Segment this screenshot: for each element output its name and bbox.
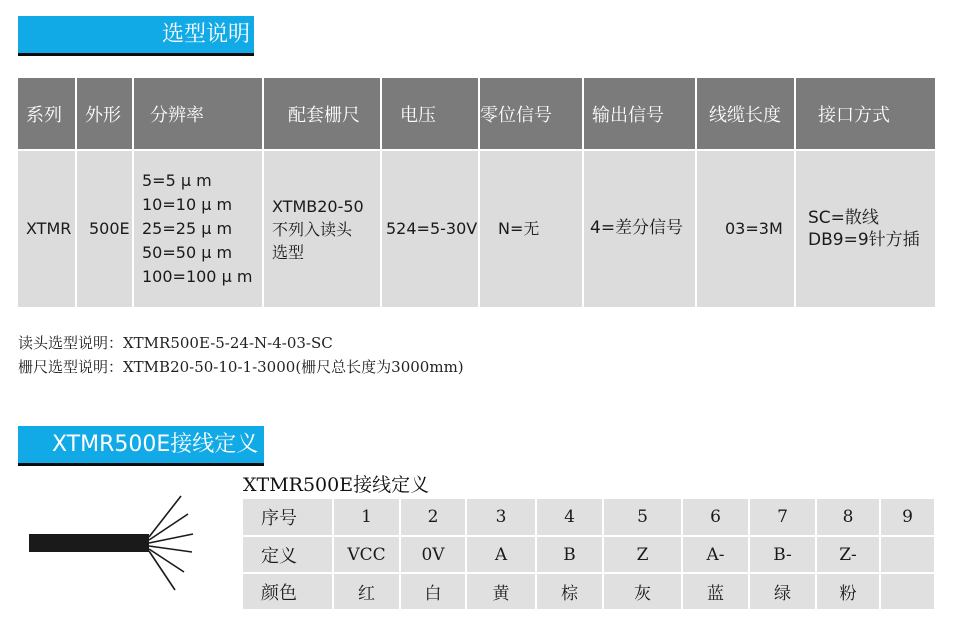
section-header-selection <box>18 16 254 56</box>
header-scale: 配套栅尺 <box>263 78 381 150</box>
cable-icon <box>28 494 198 594</box>
row-label: 定义 <box>243 536 333 573</box>
pin-number: 7 <box>749 499 816 536</box>
cell-cable-length: 03=3M <box>696 150 795 307</box>
cell-scale <box>263 150 381 307</box>
wire-color: 灰 <box>603 573 682 610</box>
pin-number: 2 <box>400 499 466 536</box>
row-label: 序号 <box>243 499 333 536</box>
pin-number: 1 <box>333 499 400 536</box>
header-cable-length: 线缆长度 <box>696 78 795 150</box>
pin-definition: B- <box>749 536 816 573</box>
resolution-option: 25=25 μ m <box>142 219 233 238</box>
cell-interface <box>795 150 935 307</box>
cell-series: XTMR <box>18 150 76 307</box>
header-shape: 外形 <box>76 78 133 150</box>
table-header-row <box>18 78 935 150</box>
pin-definition: B <box>536 536 603 573</box>
header-zero-signal: 零位信号 <box>479 78 583 150</box>
pin-number: 8 <box>816 499 880 536</box>
scale-line: 选型 <box>272 242 305 262</box>
resolution-option: 100=100 μ m <box>142 267 253 286</box>
wire-color: 绿 <box>749 573 816 610</box>
pin-definition: A- <box>682 536 749 573</box>
pin-definition: Z- <box>816 536 880 573</box>
wire-color: 黄 <box>466 573 536 610</box>
pin-number: 3 <box>466 499 536 536</box>
cell-resolution <box>133 150 263 307</box>
resolution-option: 10=10 μ m <box>142 195 233 214</box>
readhead-selection-note: 读头选型说明：XTMR500E-5-24-N-4-03-SC <box>18 334 333 352</box>
resolution-option: 5=5 μ m <box>142 171 212 190</box>
pin-number: 6 <box>682 499 749 536</box>
interface-option: SC=散线 <box>808 208 879 228</box>
pin-number: 4 <box>536 499 603 536</box>
table-row <box>243 499 934 536</box>
section-title: 选型说明 <box>162 22 251 47</box>
wire-color: 蓝 <box>682 573 749 610</box>
section-header-wiring <box>18 426 264 466</box>
header-output-signal: 输出信号 <box>583 78 696 150</box>
wiring-table-title: XTMR500E接线定义 <box>243 474 430 496</box>
header-resolution: 分辨率 <box>133 78 263 150</box>
wire-color: 粉 <box>816 573 880 610</box>
cell-zero-signal: N=无 <box>479 150 583 307</box>
table-row <box>18 150 935 307</box>
wire-color: 白 <box>400 573 466 610</box>
pin-number: 5 <box>603 499 682 536</box>
wiring-table <box>243 499 934 611</box>
wire-color: 棕 <box>536 573 603 610</box>
header-interface: 接口方式 <box>795 78 935 150</box>
header-voltage: 电压 <box>381 78 479 150</box>
scale-selection-note: 栅尺选型说明：XTMB20-50-10-1-3000(栅尺总长度为3000mm) <box>18 358 464 376</box>
scale-line: 不列入读头 <box>272 219 353 239</box>
wire-color <box>880 573 934 610</box>
cell-output-signal: 4=差分信号 <box>583 150 696 307</box>
pin-definition: 0V <box>400 536 466 573</box>
pin-definition <box>880 536 934 573</box>
cell-shape: 500E <box>76 150 133 307</box>
resolution-option: 50=50 μ m <box>142 243 233 262</box>
header-series: 系列 <box>18 78 76 150</box>
selection-table <box>18 78 935 307</box>
pin-definition: VCC <box>333 536 400 573</box>
pin-definition: A <box>466 536 536 573</box>
cell-voltage: 524=5-30V <box>381 150 479 307</box>
section-title: XTMR500E接线定义 <box>52 432 259 457</box>
table-row <box>243 536 934 573</box>
row-label: 颜色 <box>243 573 333 610</box>
wire-color: 红 <box>333 573 400 610</box>
pin-number: 9 <box>880 499 934 536</box>
scale-line: XTMB20-50 <box>272 196 364 216</box>
table-row <box>243 573 934 610</box>
interface-option: DB9=9针方插 <box>808 230 920 250</box>
pin-definition: Z <box>603 536 682 573</box>
